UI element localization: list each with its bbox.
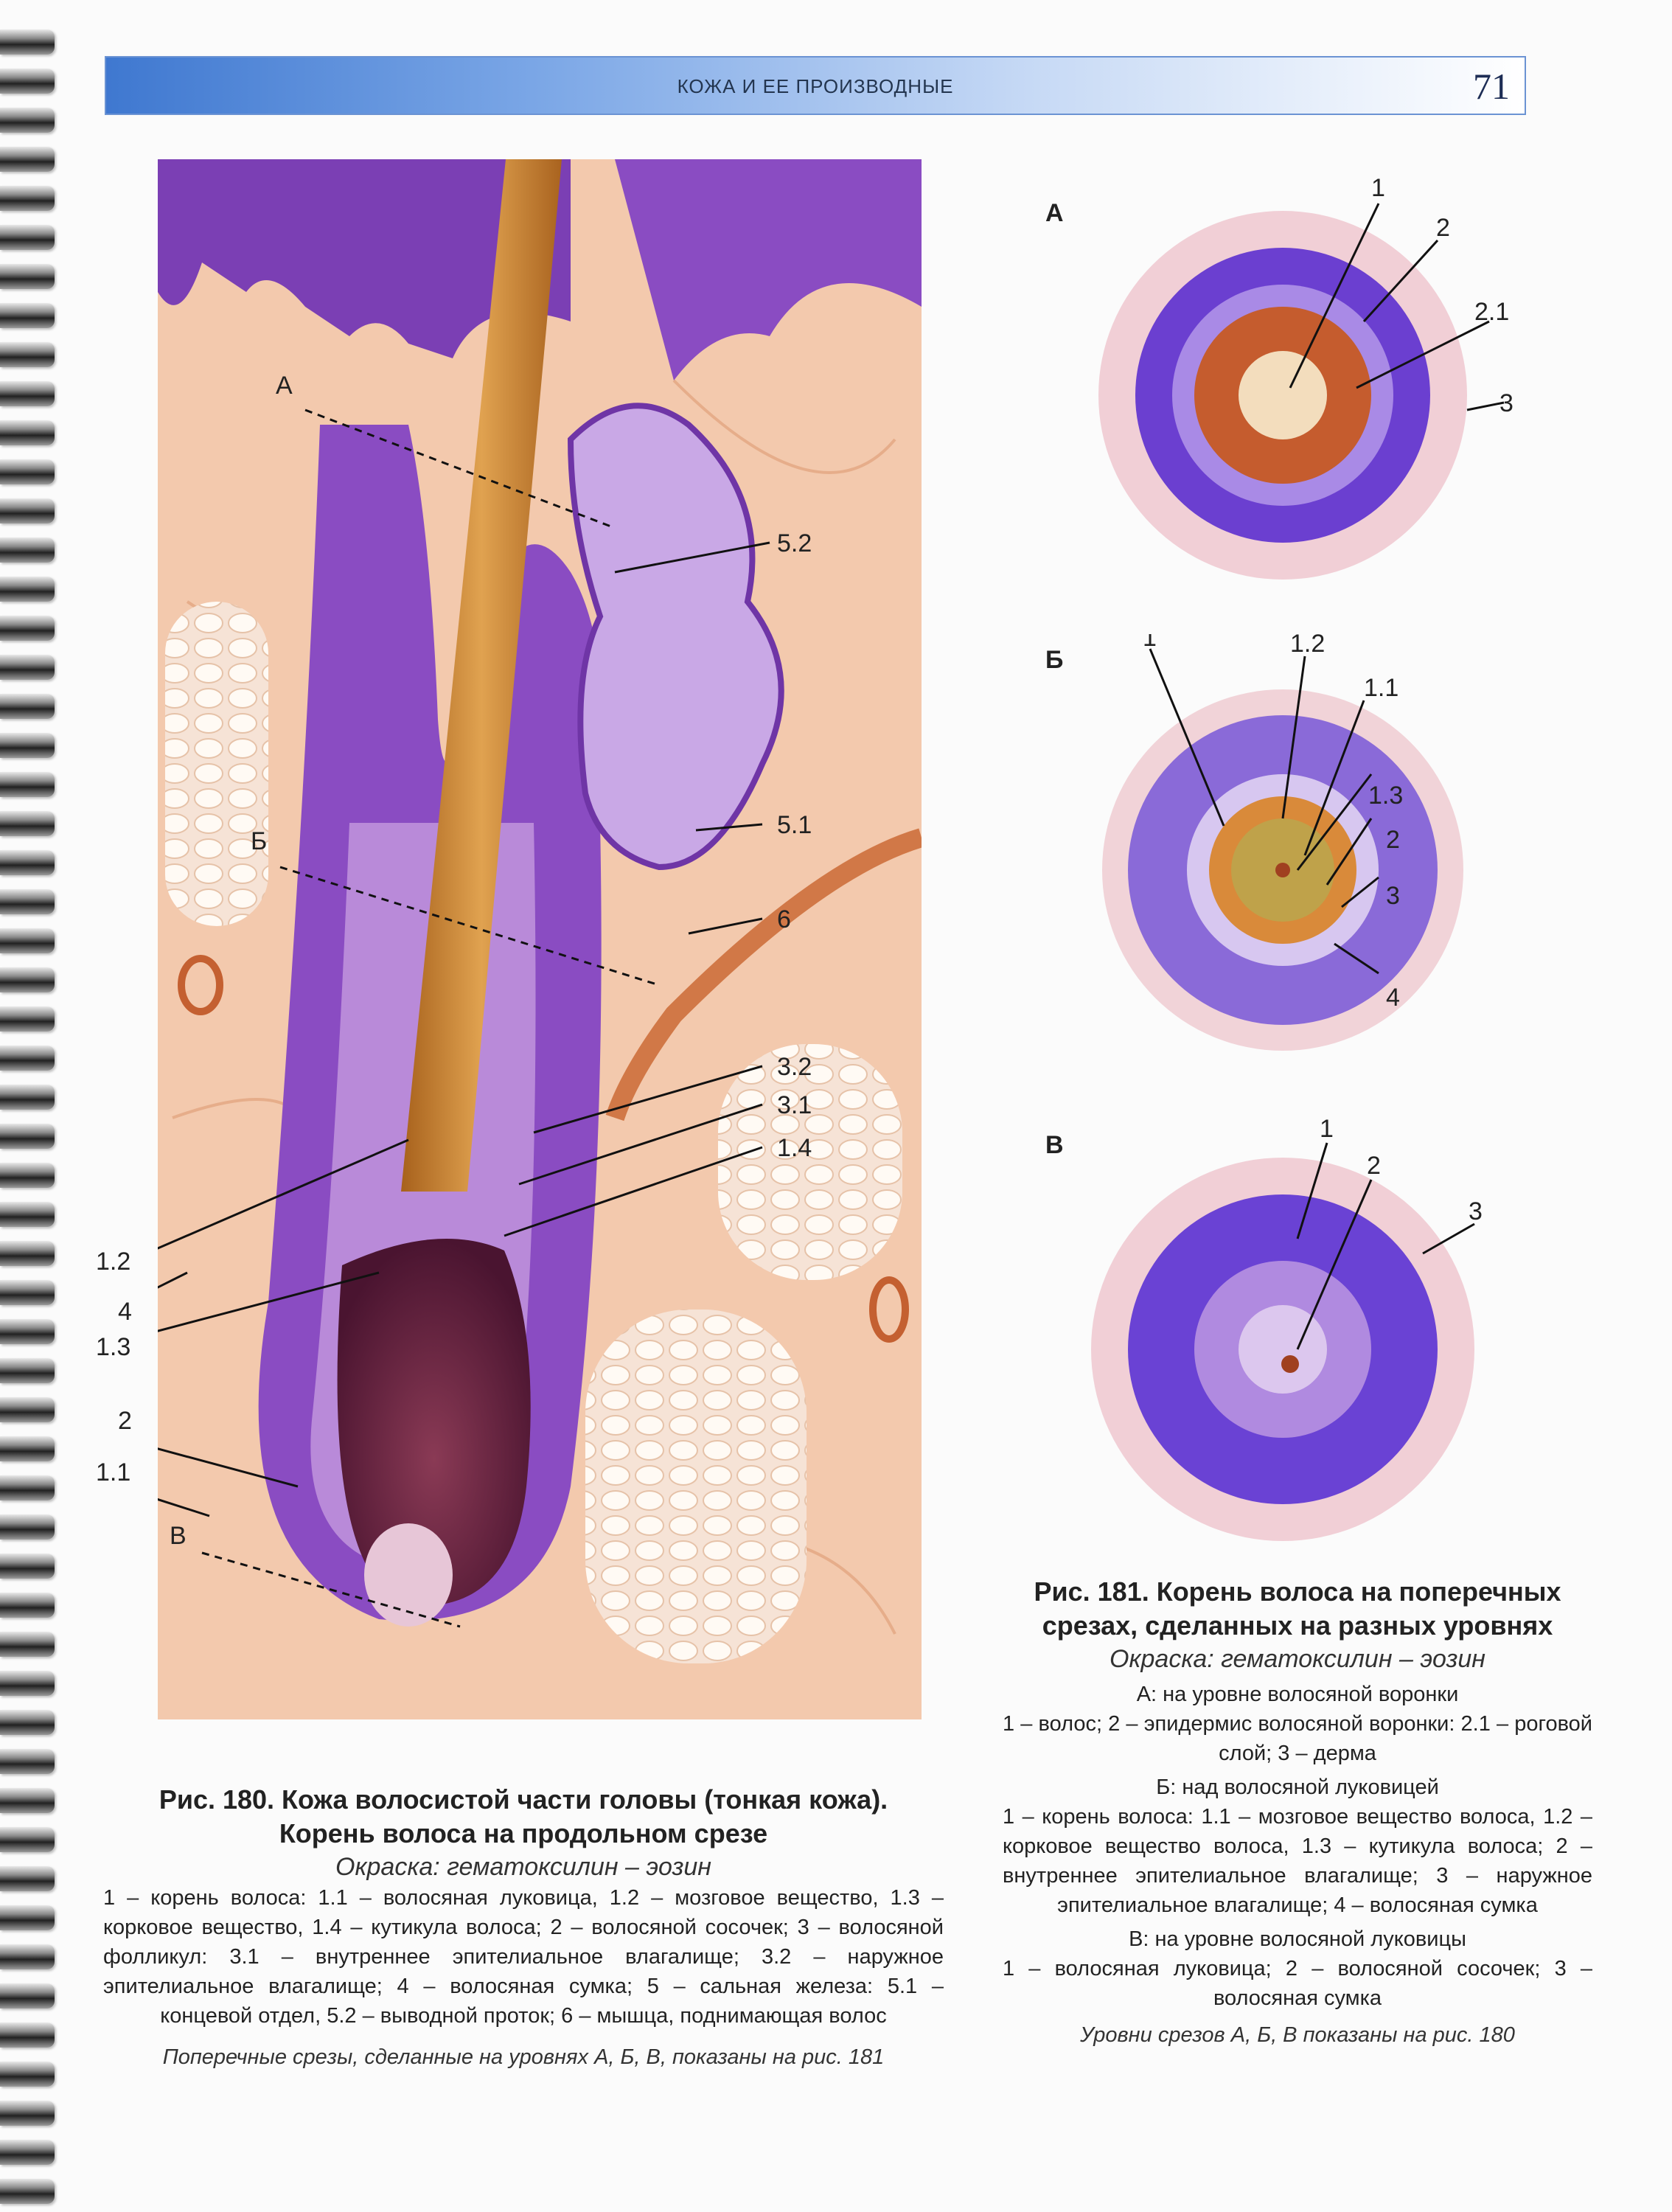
label-2: 2 [118,1407,132,1435]
binding-ring [0,1749,55,1774]
fat-lobule [585,1310,807,1663]
fig180-left-labels [88,1239,177,1578]
binding-ring [0,616,55,641]
binding-ring [0,342,55,367]
binding-ring [0,108,55,133]
binding-ring [0,1202,55,1227]
binding-ring [0,1671,55,1696]
fig180-legend: 1 – корень волоса: 1.1 – волосяная луковица, 1.2 – мозговое вещество, 1.3 – корковое вещество, 1.4 – кутикула волоса; 2 – волосяной сосочек; 3 – волосяной фолликул: 3.1 – внутреннее эпителиальное влагалище; 3.2 – наружное эпителиальное влагалище; 4 – волосяная сумка; 5 – сальная железа: 5.1 – концевой отдел, 5.2 – выводной проток; 6 – мышца, поднимающая волос [103,1886,944,2028]
binding-ring [0,459,55,484]
panel-b-letter: Б [1045,646,1064,674]
binding-ring [0,303,55,328]
fig180-title-line1: Рис. 180. Кожа волосистой части головы (тонкая кожа). [159,1784,888,1815]
binding-ring [0,1866,55,1891]
binding-ring [0,1358,55,1383]
label-5-2: 5.2 [777,529,812,557]
binding-ring [0,2101,55,2126]
binding-ring [0,69,55,94]
binding-ring [0,2140,55,2165]
binding-ring [0,733,55,758]
fig181-title-line2: срезах, сделанных на разных уровнях [1042,1610,1553,1641]
fig181-note: Уровни срезов А, Б, В показаны на рис. 180 [1080,2023,1515,2047]
binding-ring [0,1475,55,1500]
b-label-3: 3 [1386,882,1400,910]
b-label-1-3: 1.3 [1368,782,1404,810]
a-label-3: 3 [1499,389,1513,417]
binding-ring [0,1593,55,1618]
fig181-b-heading: Б: над волосяной луковицей [1156,1775,1439,1799]
label-1-2: 1.2 [96,1248,131,1276]
label-4: 4 [118,1298,132,1326]
b-label-1-1: 1.1 [1364,674,1399,702]
binding-ring [0,1554,55,1579]
binding-ring [0,2062,55,2087]
hair-medulla [1275,863,1290,877]
fig181-b-body: 1 – корень волоса: 1.1 – мозговое вещество волоса, 1.2 – корковое вещество волоса, 1.3 – кутикула волоса; 2 – внутреннее эпителиальное влагалище; 3 – наружное эпителиальное влагалище; 4 – волосяная сумка [1003,1805,1592,1917]
binding-ring [0,1632,55,1657]
binding-ring [0,772,55,797]
binding-ring [0,1046,55,1071]
label-level-v: В [170,1522,187,1550]
figure-181-caption [1003,1575,1592,2050]
binding-ring [0,1085,55,1110]
binding-ring [0,928,55,953]
fig181-v-body: 1 – волосяная луковица; 2 – волосяной сосочек; 3 – волосяная сумка [1003,1957,1592,2010]
fig180-note: Поперечные срезы, сделанные на уровнях А, Б, В, показаны на рис. 181 [162,2045,885,2069]
label-1-1: 1.1 [96,1458,131,1486]
binding-ring [0,1319,55,1344]
binding-ring [0,2023,55,2048]
figure-180-caption [103,1783,944,2072]
figure-181-panel-b [1062,634,1519,1077]
a-label-2-1: 2.1 [1474,298,1510,326]
binding-ring [0,186,55,211]
fig180-title-line2: Корень волоса на продольном срезе [279,1818,768,1848]
binding-ring [0,147,55,172]
fat-lobule [165,602,268,926]
fig181-v-heading: В: на уровне волосяной луковицы [1129,1927,1466,1951]
binding-ring [0,655,55,680]
binding-ring [0,381,55,406]
binding-ring [0,850,55,875]
binding-ring [0,1280,55,1305]
panel-a-letter: А [1045,199,1064,227]
label-3-1: 3.1 [777,1091,812,1119]
binding-ring [0,1397,55,1422]
binding-ring [0,1944,55,1969]
b-label-4: 4 [1386,984,1400,1012]
binding-ring [0,1006,55,1032]
binding-ring [0,498,55,524]
binding-ring [0,1124,55,1149]
figure-181-panel-a [1062,174,1519,587]
label-level-a: А [276,372,293,400]
binding-ring [0,1905,55,1930]
hair [1239,351,1327,439]
label-level-b: Б [251,827,268,855]
binding-ring [0,694,55,719]
binding-ring [0,1788,55,1813]
binding-ring [0,1436,55,1461]
fig181-a-body: 1 – волос; 2 – эпидермис волосяной воронки: 2.1 – роговой слой; 3 – дерма [1003,1712,1592,1765]
dermal-papilla [1239,1305,1327,1394]
page-number: 71 [1473,66,1510,107]
label-6: 6 [777,905,791,933]
binding-ring [0,225,55,250]
binding-ring [0,889,55,914]
figure-181-panel-v [1062,1106,1519,1563]
v-label-3: 3 [1469,1197,1483,1225]
binding-ring [0,1827,55,1852]
label-3-2: 3.2 [777,1053,812,1081]
binding-ring [0,1163,55,1188]
binding-ring [0,29,55,55]
fig180-stain: Окраска: гематоксилин – эозин [335,1853,711,1881]
b-label-1-2: 1.2 [1290,634,1326,658]
binding-ring [0,1241,55,1266]
label-5-1: 5.1 [777,811,812,839]
binding-ring [0,538,55,563]
spiral-binding [0,0,59,2212]
binding-ring [0,1983,55,2008]
binding-ring [0,1514,55,1540]
binding-ring [0,811,55,836]
label-1-4: 1.4 [777,1134,812,1162]
a-label-2: 2 [1436,214,1450,242]
fig181-a-heading: А: на уровне волосяной воронки [1136,1683,1459,1706]
page-header [105,56,1526,115]
binding-ring [0,1710,55,1735]
fig181-stain: Окраска: гематоксилин – эозин [1110,1645,1485,1673]
v-label-2: 2 [1367,1152,1381,1180]
panel-v-letter: В [1045,1131,1064,1159]
section-title: КОЖА И ЕЕ ПРОИЗВОДНЫЕ [677,75,954,97]
b-label-1: 1 [1143,634,1157,652]
binding-ring [0,577,55,602]
fig181-title-line1: Рис. 181. Корень волоса на поперечных [1034,1576,1561,1607]
a-label-1: 1 [1371,174,1385,202]
binding-ring [0,264,55,289]
binding-ring [0,2179,55,2204]
v-label-1: 1 [1320,1115,1334,1143]
b-label-2: 2 [1386,826,1400,854]
label-1-3: 1.3 [96,1333,131,1361]
figure-180-illustration [158,159,922,1719]
binding-ring [0,967,55,992]
binding-ring [0,420,55,445]
